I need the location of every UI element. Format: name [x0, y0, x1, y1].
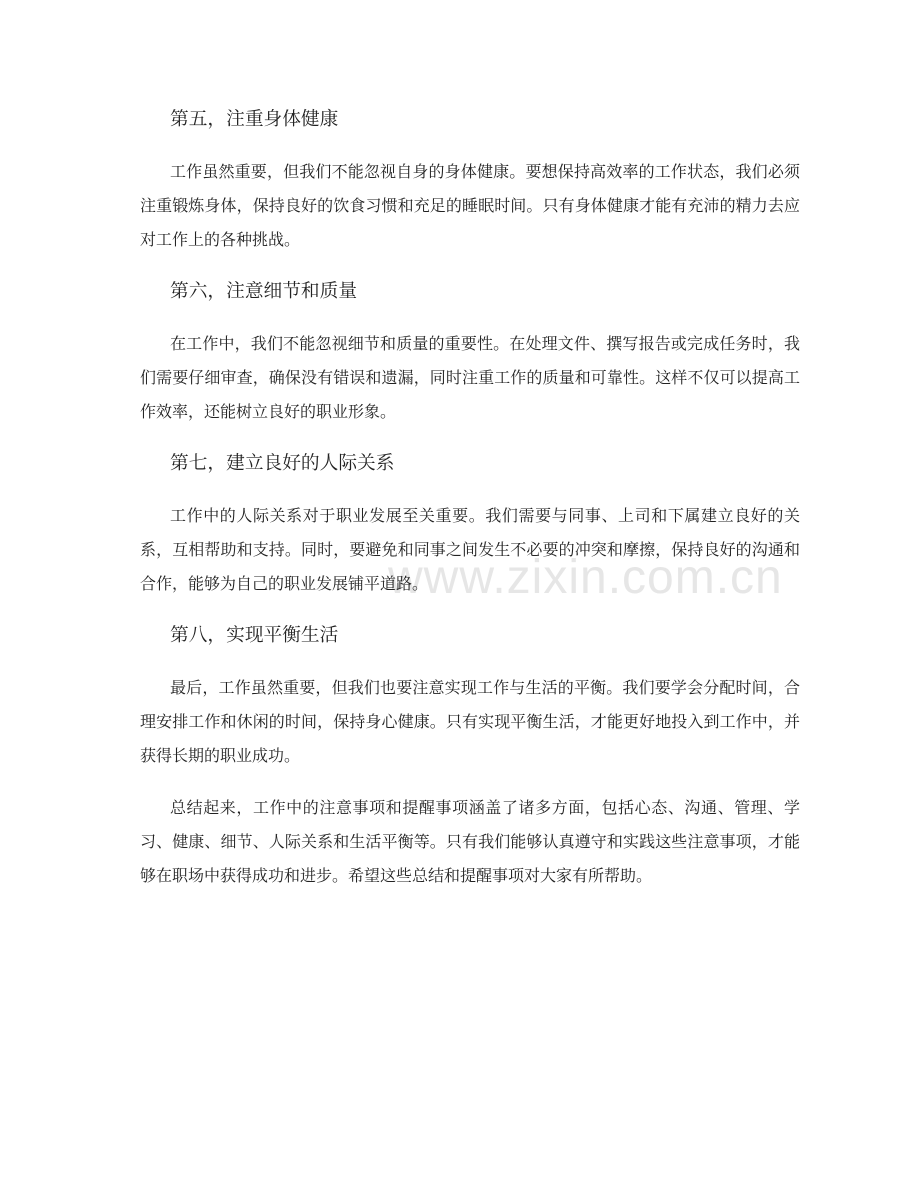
watermark: www.zixin.com.cn: [388, 551, 783, 604]
section-paragraph-6: 在工作中，我们不能忽视细节和质量的重要性。在处理文件、撰写报告或完成任务时，我们需要仔细审查，确保没有错误和遗漏，同时注重工作的质量和可靠性。这样不仅可以提高工作效率，还能树立良好的职业形象。: [140, 334, 800, 421]
section-paragraph-7: 工作中的人际关系对于职业发展至关重要。我们需要与同事、上司和下属建立良好的关系，互相帮助和支持。同时，要避免和同事之间发生不必要的冲突和摩擦，保持良好的沟通和合作，能够为自己的职业发展铺平道路。: [140, 506, 800, 593]
section-heading-6: 第六，注意细节和质量: [170, 281, 358, 302]
section-paragraph-5: 工作虽然重要，但我们不能忽视自身的身体健康。要想保持高效率的工作状态，我们必须注重锻炼身体，保持良好的饮食习惯和充足的睡眠时间。只有身体健康才能有充沛的精力去应对工作上的各种挑战。: [140, 162, 800, 249]
document-body: [140, 103, 800, 893]
section-heading-7: 第七，建立良好的人际关系: [170, 453, 395, 474]
conclusion-paragraph: 总结起来，工作中的注意事项和提醒事项涵盖了诸多方面，包括心态、沟通、管理、学习、健康、细节、人际关系和生活平衡等。只有我们能够认真遵守和实践这些注意事项，才能够在职场中获得成功和进步。希望这些总结和提醒事项对大家有所帮助。: [140, 798, 800, 885]
section-paragraph-8: 最后，工作虽然重要，但我们也要注意实现工作与生活的平衡。我们要学会分配时间，合理安排工作和休闲的时间，保持身心健康。只有实现平衡生活，才能更好地投入到工作中，并获得长期的职业成功。: [140, 678, 800, 765]
section-heading-8: 第八，实现平衡生活: [170, 625, 339, 646]
section-heading-5: 第五，注重身体健康: [170, 109, 339, 130]
